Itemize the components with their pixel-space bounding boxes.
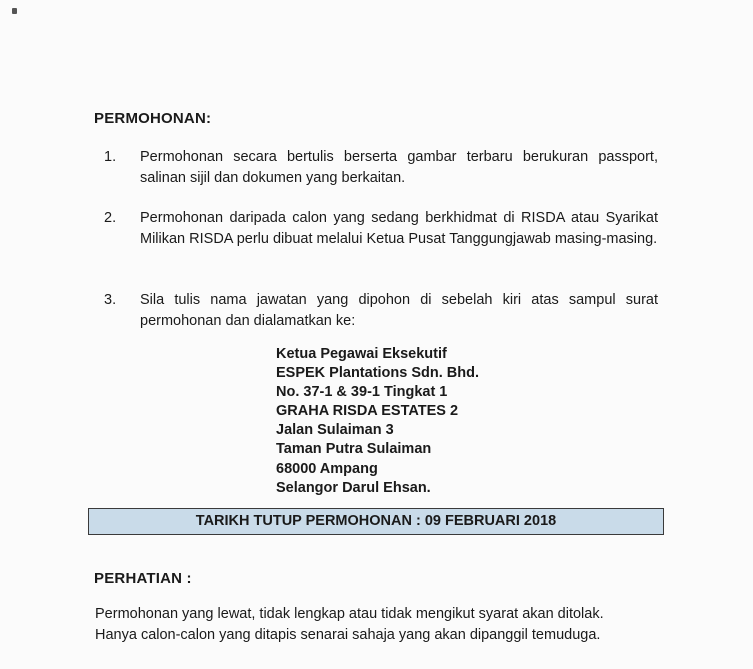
application-item-1 [96, 147, 658, 188]
notice-line: Permohonan yang lewat, tidak lengkap atau tidak mengikut syarat akan ditolak. [95, 606, 604, 622]
item-number: 1. [104, 149, 117, 165]
application-item-2 [96, 208, 658, 249]
address-line: 68000 Ampang [276, 460, 378, 477]
page-edge-mark [12, 8, 17, 14]
notice-text [95, 604, 657, 645]
address-line: ESPEK Plantations Sdn. Bhd. [276, 365, 480, 382]
item-text: Permohonan daripada calon yang sedang berkhidmat di RISDA atau Syarikat Milikan RISDA perlu dibuat melalui Ketua Pusat Tanggungjawab masing-masing. [140, 210, 658, 247]
item-text: Permohonan secara bertulis berserta gambar terbaru berukuran passport, salinan sijil dan dokumen yang berkaitan. [140, 149, 658, 186]
notice-line: Hanya calon-calon yang ditapis senarai sahaja yang akan dipanggil temuduga. [95, 626, 601, 643]
address-line: No. 37-1 & 39-1 Tingkat 1 [276, 384, 448, 401]
address-line: Jalan Sulaiman 3 [276, 422, 394, 439]
item-number: 2. [104, 210, 117, 226]
closing-date-banner: TARIKH TUTUP PERMOHONAN : 09 FEBRUARI 2018 [88, 508, 664, 535]
application-heading: PERMOHONAN: [94, 110, 212, 127]
item-text: Sila tulis nama jawatan yang dipohon di sebelah kiri atas sampul surat permohonan dan dialamatkan ke: [140, 292, 658, 329]
address-line: Ketua Pegawai Eksekutif [276, 346, 447, 362]
mailing-address [276, 345, 479, 498]
item-number: 3. [104, 292, 117, 308]
address-line: Selangor Darul Ehsan. [276, 479, 431, 496]
address-line: GRAHA RISDA ESTATES 2 [276, 403, 459, 420]
address-line: Taman Putra Sulaiman [276, 441, 432, 458]
application-item-3 [96, 290, 658, 331]
notice-heading: PERHATIAN : [94, 570, 192, 587]
